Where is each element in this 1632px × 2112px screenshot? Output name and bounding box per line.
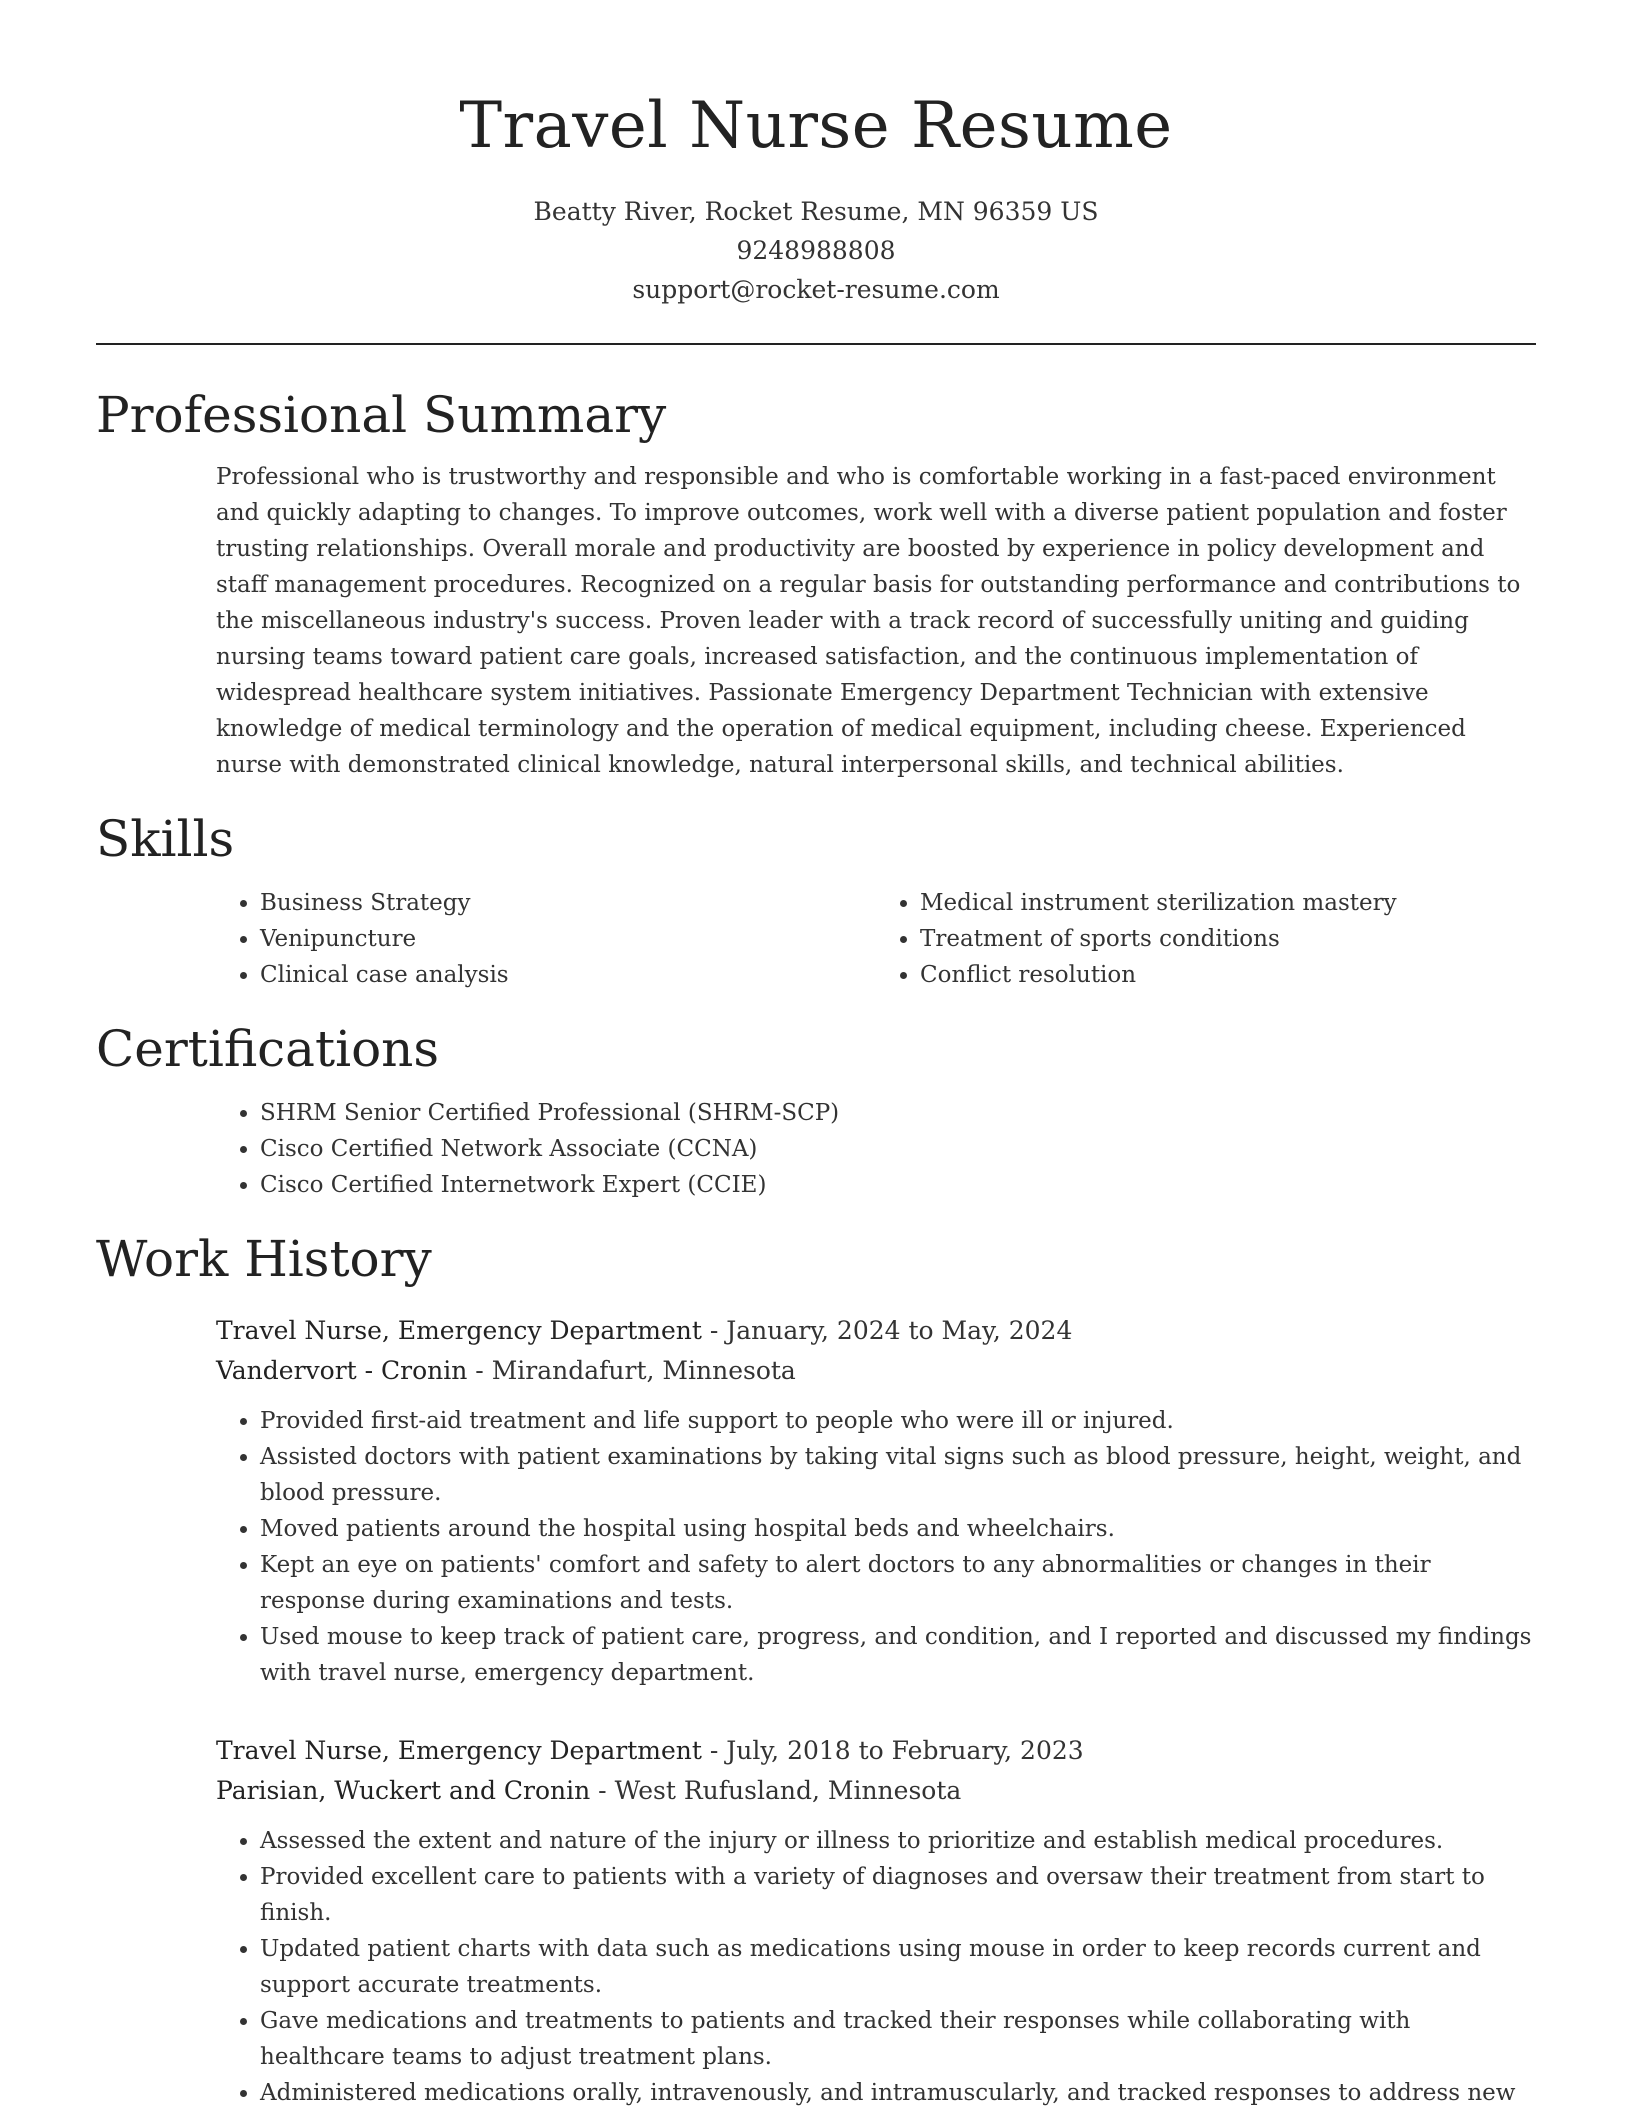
skill-item: • Treatment of sports conditions <box>920 921 1536 957</box>
job-entry <box>216 1731 1536 2111</box>
job-duty: • Provided first-aid treatment and life support to people who were ill or injured. <box>260 1403 1536 1439</box>
certifications-heading: Certifications <box>96 1020 440 1078</box>
job-company: Vandervort - Cronin <box>216 1356 468 1385</box>
skill-item: • Conflict resolution <box>920 957 1536 993</box>
contact-phone: 9248988808 <box>736 236 896 265</box>
summary-heading: Professional Summary <box>96 386 667 444</box>
job-duties-list <box>216 1823 1536 2111</box>
job-title-line <box>216 1731 1536 1771</box>
resume-title: Travel Nurse Resume <box>459 89 1173 163</box>
work-history-section <box>96 1227 1536 2111</box>
job-duty: • Kept an eye on patients' comfort and safety to alert doctors to any abnormalities or changes in their response during examinations and tests. <box>260 1547 1536 1619</box>
job-duty: • Administered medications orally, intravenously, and intramuscularly, and tracked responses to address new <box>260 2075 1536 2111</box>
job-location: - Mirandafurt, Minnesota <box>467 1356 796 1385</box>
skills-section <box>96 807 1536 993</box>
job-title: Travel Nurse, Emergency Department <box>216 1736 702 1765</box>
certifications-section <box>96 1017 1536 1203</box>
skill-item: • Venipuncture <box>260 921 876 957</box>
job-duties-list <box>216 1403 1536 1691</box>
contact-email: support@rocket-resume.com <box>632 275 1000 304</box>
job-company: Parisian, Wuckert and Cronin <box>216 1776 591 1805</box>
job-dates: - January, 2024 to May, 2024 <box>701 1316 1073 1345</box>
summary-text: Professional who is trustworthy and responsible and who is comfortable working in a fast-paced environment and quickly adapting to changes. To improve outcomes, work well with a diverse patient population and foster trusting relationships. Overall morale and productivity are boosted by experience in policy development and staff management procedures. Recognized on a regular basis for outstanding performance and contributions to the miscellaneous industry's success. Proven leader with a track record of successfully uniting and guiding nursing teams toward patient care goals, increased satisfaction, and the continuous implementation of widespread healthcare system initiatives. Passionate Emergency Department Technician with extensive knowledge of medical terminology and the operation of medical equipment, including cheese. Experienced nurse with demonstrated clinical knowledge, natural interpersonal skills, and technical abilities. <box>216 464 1521 778</box>
header-divider <box>96 343 1536 345</box>
skills-right-list <box>876 885 1536 993</box>
work-history-heading: Work History <box>96 1230 432 1288</box>
job-duty: • Assisted doctors with patient examinations by taking vital signs such as blood pressure, height, weight, and blood pressure. <box>260 1439 1536 1511</box>
job-duty: • Provided excellent care to patients with a variety of diagnoses and oversaw their treatment from start to finish. <box>260 1859 1536 1931</box>
job-title: Travel Nurse, Emergency Department <box>216 1316 702 1345</box>
job-company-line <box>216 1771 1536 1811</box>
job-duty: • Moved patients around the hospital using hospital beds and wheelchairs. <box>260 1511 1536 1547</box>
certification-item: • Cisco Certified Network Associate (CCNA) <box>260 1131 1536 1167</box>
contact-info <box>96 192 1536 309</box>
contact-address: Beatty River, Rocket Resume, MN 96359 US <box>533 197 1099 226</box>
job-entry <box>216 1311 1536 1691</box>
job-duty: • Gave medications and treatments to patients and tracked their responses while collaborating with healthcare teams to adjust treatment plans. <box>260 2003 1536 2075</box>
job-dates: - July, 2018 to February, 2023 <box>701 1736 1084 1765</box>
job-title-line <box>216 1311 1536 1351</box>
job-duty: • Used mouse to keep track of patient care, progress, and condition, and I reported and discussed my findings with travel nurse, emergency department. <box>260 1619 1536 1691</box>
job-duty: • Assessed the extent and nature of the injury or illness to prioritize and establish medical procedures. <box>260 1823 1536 1859</box>
certification-item: • Cisco Certified Internetwork Expert (CCIE) <box>260 1167 1536 1203</box>
job-location: - West Rufusland, Minnesota <box>590 1776 962 1805</box>
skills-heading: Skills <box>96 810 235 868</box>
certification-item: • SHRM Senior Certified Professional (SHRM-SCP) <box>260 1095 1536 1131</box>
certifications-list <box>216 1095 1536 1203</box>
job-duty: • Updated patient charts with data such as medications using mouse in order to keep records current and support accurate treatments. <box>260 1931 1536 2003</box>
skills-left-list <box>216 885 876 993</box>
job-company-line <box>216 1351 1536 1391</box>
skill-item: • Medical instrument sterilization mastery <box>920 885 1536 921</box>
skill-item: • Business Strategy <box>260 885 876 921</box>
skills-columns <box>216 885 1536 993</box>
summary-section <box>96 383 1536 783</box>
skill-item: • Clinical case analysis <box>260 957 876 993</box>
